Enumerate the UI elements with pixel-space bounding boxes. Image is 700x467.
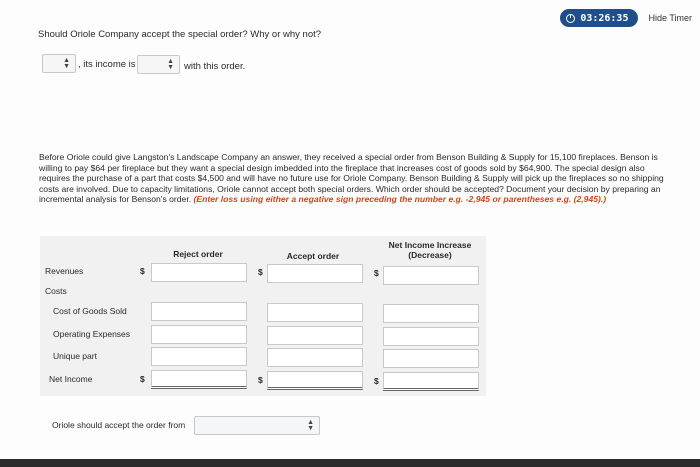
- income-is-label: , its income is: [78, 59, 136, 70]
- accept-cogs-input[interactable]: [267, 303, 363, 322]
- row-label-revenues: Revenues: [45, 266, 84, 276]
- accept-operating-expenses-input[interactable]: [267, 326, 363, 345]
- header-reject-order: Reject order: [173, 249, 223, 259]
- reject-cogs-input[interactable]: [151, 302, 247, 321]
- bottom-bar: [0, 459, 700, 467]
- row-label-operating-expenses: Operating Expenses: [53, 329, 131, 339]
- with-order-label: with this order.: [184, 61, 246, 72]
- currency-sign: $: [258, 375, 263, 385]
- income-direction-select[interactable]: [137, 55, 180, 74]
- reject-net-income-input[interactable]: [151, 370, 247, 389]
- scenario-text: Before Oriole could give Langston's Landscape Company an answer, they received a special order from Benson Building & Supply for 15,100 fireplaces. Benson is willing to pay $64 per fireplace but they want a special design imbedded into the fireplace that increases cost of goods sold by $64,900. The special design also requires the purchase of a part that costs $4,500 and will have no future use for Oriole Company. Benson Building & Supply will pick up the fireplaces so no shipping costs are involved. Due to capacity limitations, Oriole cannot accept both special orders. Which order should be accepted? Document your decision by preparing an incremental analysis for Benson's order.: [39, 152, 664, 205]
- row-label-cogs: Cost of Goods Sold: [53, 306, 127, 316]
- select-arrows-icon: ▲ ▼: [63, 57, 70, 70]
- currency-sign: $: [258, 267, 263, 277]
- timer-bar: [560, 8, 700, 28]
- net-unique-part-input[interactable]: [383, 349, 479, 368]
- row-label-net-income: Net Income: [49, 374, 93, 384]
- currency-sign: $: [374, 268, 379, 278]
- row-label-costs: Costs: [45, 286, 67, 296]
- question-accept-special-order: Should Oriole Company accept the special order? Why or why not?: [38, 29, 322, 40]
- accept-revenues-input[interactable]: [267, 264, 363, 283]
- net-net-income-input[interactable]: [383, 372, 479, 391]
- reject-unique-part-input[interactable]: [151, 347, 247, 366]
- select-arrows-icon: ▲ ▼: [307, 419, 314, 432]
- timer-value: 03:26:35: [580, 12, 629, 24]
- row-label-unique-part: Unique part: [53, 351, 97, 361]
- accept-decision-select[interactable]: [42, 54, 76, 73]
- clock-icon: [566, 14, 575, 23]
- hide-timer-button[interactable]: Hide Timer: [648, 13, 692, 23]
- header-accept-order: Accept order: [286, 251, 340, 261]
- accept-net-income-input[interactable]: [267, 371, 363, 390]
- timer-badge: [560, 9, 638, 27]
- header-net-income: Net Income Increase (Decrease): [388, 240, 472, 260]
- net-revenues-input[interactable]: [383, 266, 479, 285]
- reject-revenues-input[interactable]: [151, 263, 247, 282]
- currency-sign: $: [140, 374, 145, 384]
- net-operating-expenses-input[interactable]: [383, 327, 479, 346]
- select-arrows-icon: ▲ ▼: [167, 58, 174, 71]
- reject-operating-expenses-input[interactable]: [151, 325, 247, 344]
- currency-sign: $: [140, 266, 145, 276]
- accept-unique-part-input[interactable]: [267, 348, 363, 367]
- entry-hint: (Enter loss using either a negative sign preceding the number e.g. -2,945 or parentheses e.g. (2,945).): [193, 194, 607, 205]
- scenario-paragraph: [39, 152, 675, 205]
- accept-order-from-select[interactable]: [194, 416, 320, 435]
- accept-order-from-label: Oriole should accept the order from: [52, 420, 186, 430]
- currency-sign: $: [374, 376, 379, 386]
- net-cogs-input[interactable]: [383, 304, 479, 323]
